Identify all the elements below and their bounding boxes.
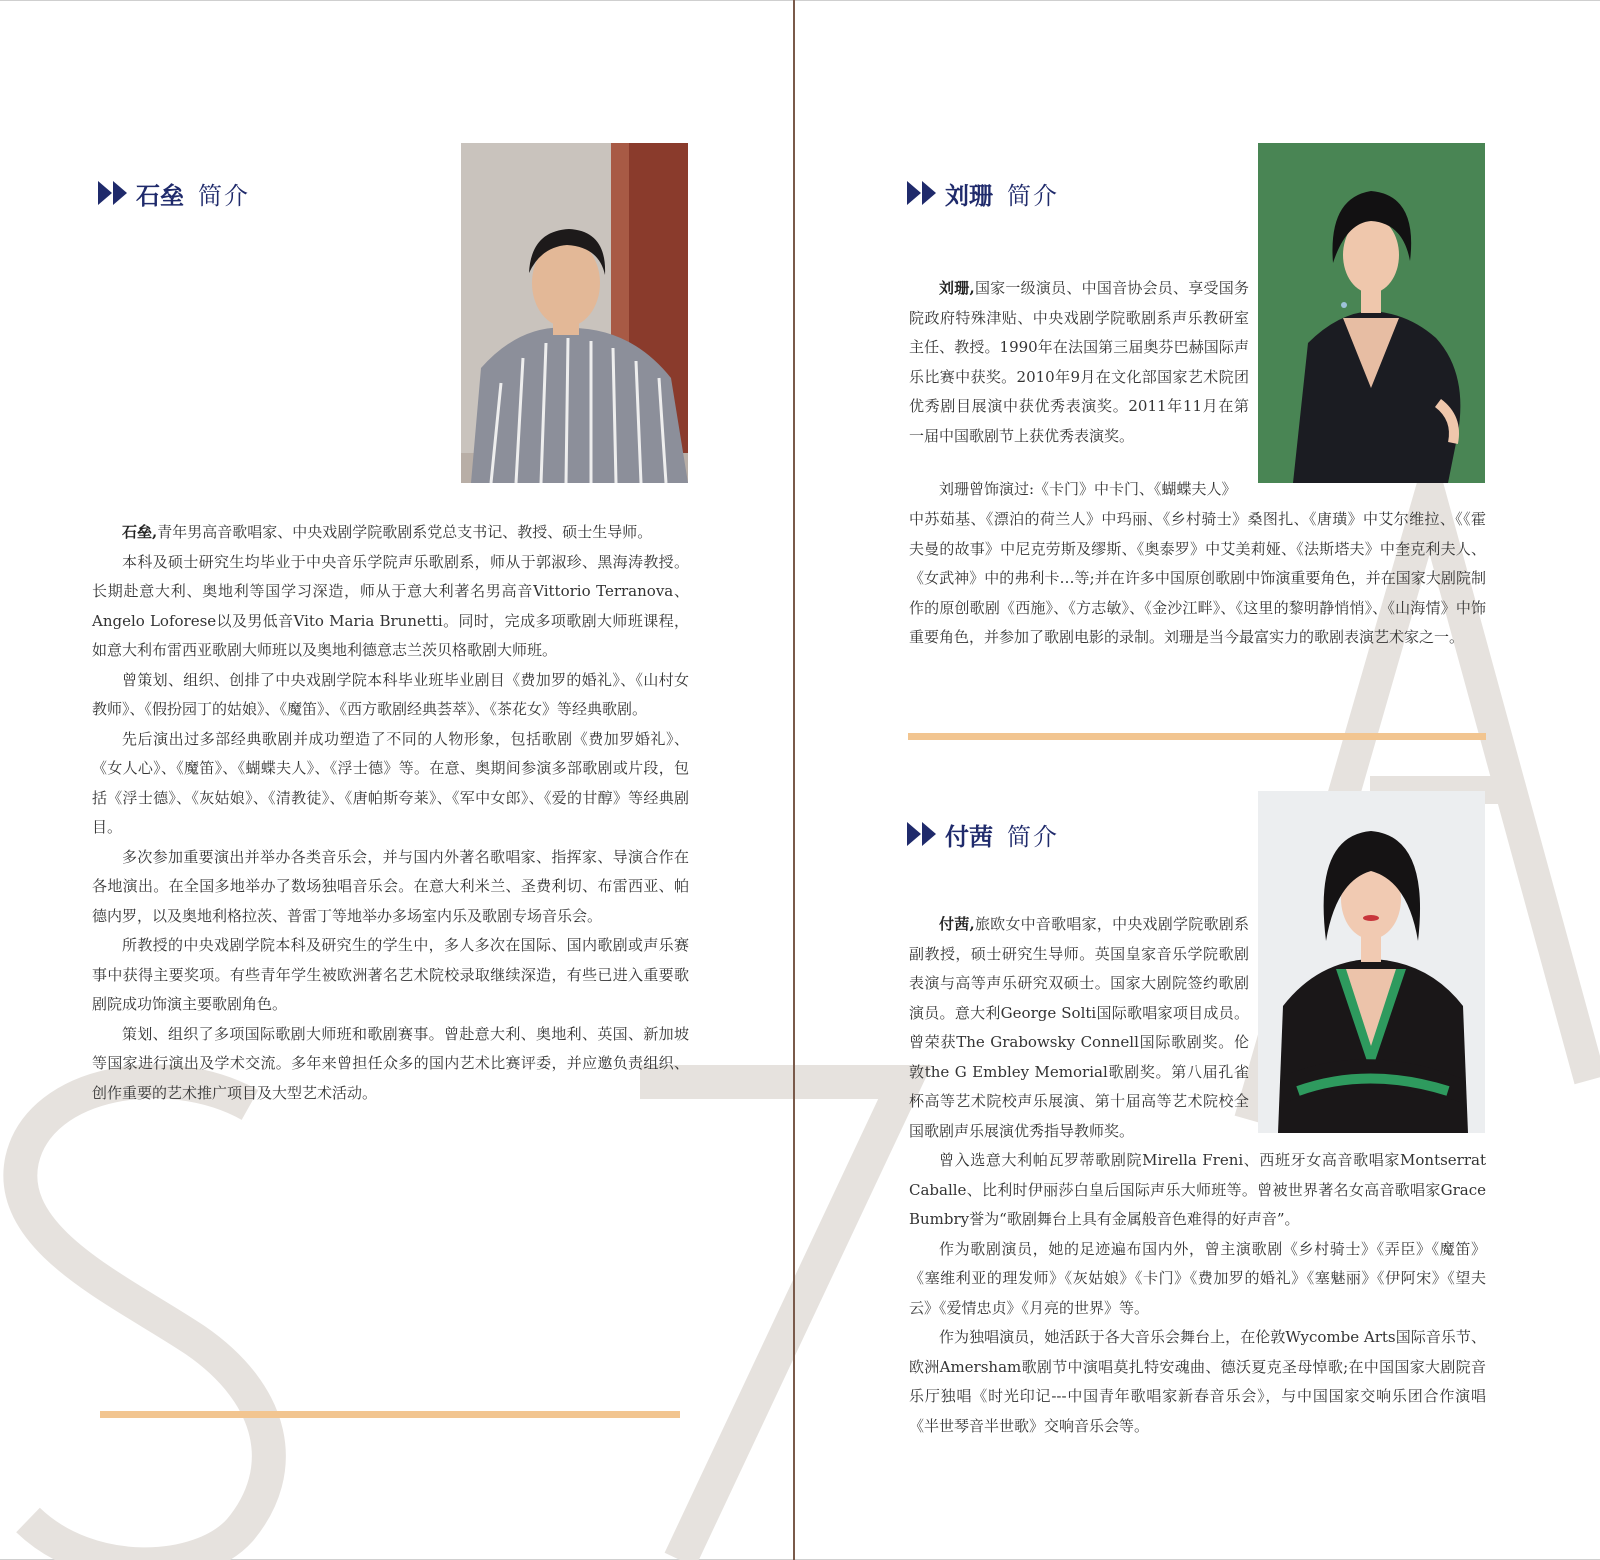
double-arrow-icon [907,822,937,846]
shi-portrait [461,143,688,483]
liu-label: 简介 [1007,181,1059,210]
liu-name: 刘珊 [945,180,993,210]
shi-bio-p1-text: 青年男高音歌唱家、中央戏剧学院歌剧系党总支书记、教授、硕士生导师。 [157,523,653,541]
fu-portrait [1258,791,1485,1133]
deco-letter-7 [640,1082,905,1560]
shi-bio-p6: 所教授的中央戏剧学院本科及研究生的学生中，多人多次在国际、国内歌剧或声乐赛事中获得主要奖项。有些青年学生被欧洲著名艺术院校录取继续深造，有些已进入重要歌剧院成功饰演主要歌剧角色。 [92,936,689,1013]
shi-heading [98,173,250,213]
double-arrow-icon [907,181,937,205]
fu-bio-top [909,910,1249,1146]
liu-bio-p2b: 中苏茹基、《漂泊的荷兰人》中玛丽、《乡村骑士》桑图扎、《唐璜》中艾尔维拉、《《霍夫曼的故事》中尼克劳斯及缪斯、《奥泰罗》中艾美莉娅、《法斯塔夫》中奎克利夫人、《女武神》中的弗利卡…等;并在许多中国原创歌剧中饰演重要角色，并在国家大剧院制作的原创歌剧《西施》、《方志敏》、《金沙江畔》、《这里的黎明静悄悄》、《山海情》中饰重要角色，并参加了歌剧电影的录制。刘珊是当今最富实力的歌剧表演艺术家之一。 [909,510,1486,646]
fu-bio-name: 付茜, [939,915,975,933]
center-fold [793,0,795,1560]
shi-bio-p3: 曾策划、组织、创排了中央戏剧学院本科毕业班毕业剧目《费加罗的婚礼》、《山村女教师》、《假扮园丁的姑娘》、《魔笛》、《西方歌剧经典荟萃》、《茶花女》等经典歌剧。 [92,670,689,718]
fu-bio-p1-text: 旅欧女中音歌唱家，中央戏剧学院歌剧系副教授，硕士研究生导师。英国皇家音乐学院歌剧表演与高等声乐研究双硕士。国家大剧院签约歌剧演员。意大利George Solti国际歌唱家项目成员。曾荣获The Grabowsky Connell国际歌剧奖。伦敦the G Embley Memorial歌剧奖。第八届孔雀杯高等艺术院校声乐展演、第十届高等艺术院校全国歌剧声乐展演优秀指导教师奖。 [909,915,1249,1140]
shi-bio-p4: 先后演出过多部经典歌剧并成功塑造了不同的人物形象，包括歌剧《费加罗婚礼》、《女人心》、《魔笛》、《蝴蝶夫人》、《浮士德》等。在意、奥期间参演多部歌剧或片段，包括《浮士德》、《灰姑娘》、《清教徒》、《唐帕斯夸莱》、《军中女郎》、《爱的甘醇》等经典剧目。 [92,729,689,836]
shi-bio-p7: 策划、组织了多项国际歌剧大师班和歌剧赛事。曾赴意大利、奥地利、英国、新加坡等国家进行演出及学术交流。多年来曾担任众多的国内艺术比赛评委，并应邀负责组织、创作重要的艺术推广项目及大型艺术活动。 [92,1024,689,1102]
double-arrow-icon [98,181,128,205]
left-divider-rule [100,1411,680,1418]
liu-bio-p1 [909,274,1249,451]
deco-letter-s [20,1081,269,1560]
fu-bio-p4: 作为独唱演员，她活跃于各大音乐会舞台上，在伦敦Wycombe Arts国际音乐节、欧洲Amersham歌剧节中演唱莫扎特安魂曲、德沃夏克圣母悼歌;在中国国家大剧院音乐厅独唱《时光印记---中国青年歌唱家新春音乐会》，与中国国家交响乐团合作演唱《半世琴音半世歌》交响音乐会等。 [909,1328,1486,1435]
shi-bio-p2: 本科及硕士研究生均毕业于中央音乐学院声乐歌剧系，师从于郭淑珍、黑海涛教授。长期赴意大利、奥地利等国学习深造，师从于意大利著名男高音Vittorio Terranova、Angelo Loforese以及男低音Vito Maria Brunetti。同时，完成多项歌剧大师班课程，如意大利布雷西亚歌剧大师班以及奥地利德意志兰茨贝格歌剧大师班。 [92,552,689,659]
shi-bio-p1 [92,518,689,548]
liu-bio-name: 刘珊, [939,279,975,297]
fu-bio-bottom [909,1146,1486,1441]
liu-bio-bottom [909,505,1486,653]
fu-label: 简介 [1007,822,1059,851]
shi-bio-name: 石垒, [122,523,158,541]
fu-bio-p2: 曾入选意大利帕瓦罗蒂歌剧院Mirella Freni、西班牙女高音歌唱家Montserrat Caballe、比利时伊丽莎白皇后国际声乐大师班等。曾被世界著名女高音歌唱家Grace Bumbry誉为“歌剧舞台上具有金属般音色难得的好声音”。 [909,1151,1486,1228]
shi-bio [92,518,689,1108]
liu-heading [907,173,1059,213]
liu-bio-p1-text: 国家一级演员、中国音协会员、享受国务院政府特殊津贴、中央戏剧学院歌剧系声乐教研室主任、教授。1990年在法国第三届奥芬巴赫国际声乐比赛中获奖。2010年9月在文化部国家艺术院团优秀剧目展演中获优秀表演奖。2011年11月在第一届中国歌剧节上获优秀表演奖。 [909,279,1249,445]
liu-bio-p2a: 刘珊曾饰演过:《卡门》中卡门、《蝴蝶夫人》 [939,480,1237,498]
shi-label: 简介 [198,181,250,210]
liu-portrait [1258,143,1485,483]
shi-name: 石垒 [136,180,184,210]
fu-bio-p1 [909,910,1249,1146]
fu-name: 付茜 [945,821,993,851]
shi-bio-p5: 多次参加重要演出并举办各类音乐会，并与国内外著名歌唱家、指挥家、导演合作在各地演出。在全国多地举办了数场独唱音乐会。在意大利米兰、圣费利切、布雷西亚、帕德内罗，以及奥地利格拉茨、普雷丁等地举办多场室内乐及歌剧专场音乐会。 [92,847,689,925]
liu-bio-mid [909,475,1249,505]
liu-bio-top [909,274,1249,451]
fu-bio-p3: 作为歌剧演员，她的足迹遍布国内外，曾主演歌剧《乡村骑士》《弄臣》《魔笛》《塞维利亚的理发师》《灰姑娘》《卡门》《费加罗的婚礼》《塞魅丽》《伊阿宋》《望夫云》《爱情忠贞》《月亮的世界》等。 [909,1239,1486,1317]
right-divider-rule [908,733,1486,740]
fu-heading [907,814,1059,854]
